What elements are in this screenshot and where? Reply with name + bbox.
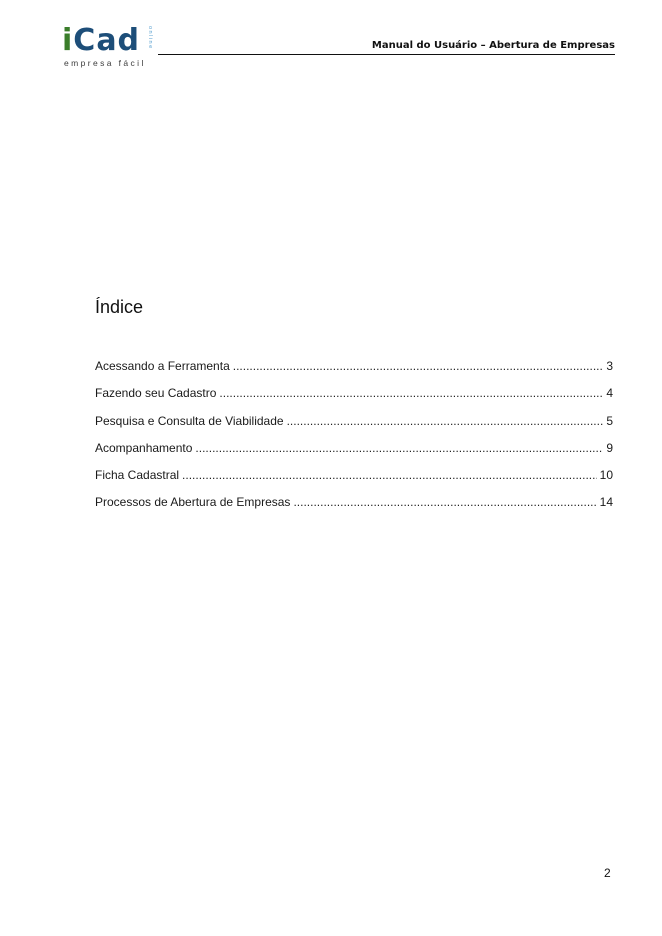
page-number: 2 — [604, 866, 611, 880]
table-of-contents — [95, 359, 613, 523]
toc-entry-label: Processos de Abertura de Empresas — [95, 495, 291, 510]
toc-entry[interactable] — [95, 441, 613, 468]
toc-entry-page: 14 — [599, 495, 613, 510]
toc-dot-leader — [182, 468, 597, 482]
toc-entry-page: 10 — [599, 468, 613, 483]
toc-dot-leader — [195, 441, 603, 455]
header-title: Manual do Usuário – Abertura de Empresas — [371, 40, 615, 51]
toc-entry-page: 9 — [606, 440, 613, 455]
logo-vertical-text: online — [147, 26, 153, 50]
toc-entry-page: 4 — [606, 386, 613, 401]
toc-entry[interactable] — [95, 414, 613, 441]
icad-logo — [62, 23, 158, 70]
toc-entry[interactable] — [95, 386, 613, 413]
toc-entry-label: Acompanhamento — [95, 440, 193, 455]
toc-dot-leader — [287, 414, 604, 428]
toc-entry-page: 5 — [606, 413, 613, 428]
toc-entry[interactable] — [95, 468, 613, 495]
toc-entry-label: Fazendo seu Cadastro — [95, 386, 217, 401]
index-title: Índice — [95, 297, 144, 317]
toc-dot-leader — [219, 386, 603, 400]
toc-dot-leader — [233, 359, 604, 373]
toc-dot-leader — [293, 495, 596, 509]
toc-entry[interactable] — [95, 359, 613, 386]
toc-entry-label: Acessando a Ferramenta — [95, 359, 230, 373]
toc-entry[interactable] — [95, 495, 613, 522]
logo-wordmark: iCad — [62, 23, 141, 58]
toc-entry-label: Pesquisa e Consulta de Viabilidade — [95, 413, 284, 428]
header-rule — [158, 54, 615, 55]
toc-entry-label: Ficha Cadastral — [95, 468, 180, 483]
toc-entry-page: 3 — [606, 359, 613, 373]
logo-subtitle: empresa fácil — [64, 58, 146, 68]
